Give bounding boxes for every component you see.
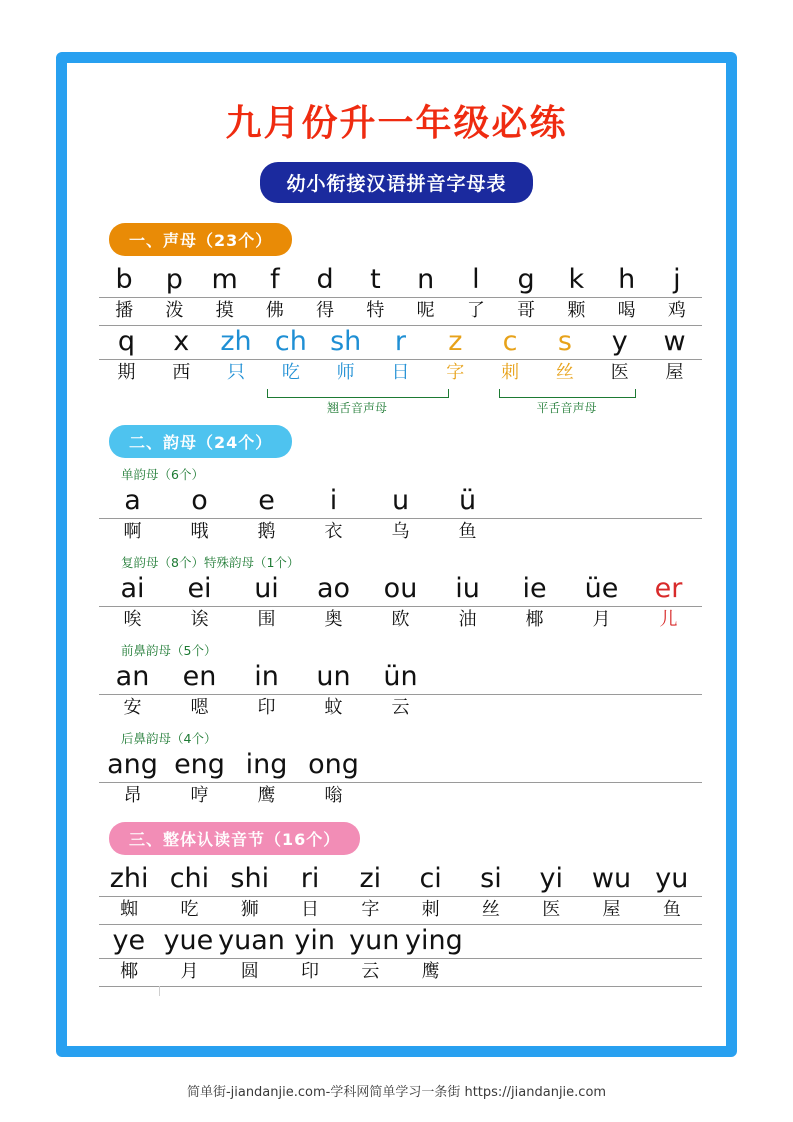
yunmu-hou-block [91,729,702,810]
page-title: 九月份升一年级必练 [225,103,568,144]
pinyin-cell: y [611,325,628,357]
fu-hanzi-row [99,607,702,634]
hanzi-cell: 狮 [240,898,259,920]
yunmu-qian-block [91,641,702,722]
pinyin-cell: ao [316,572,351,604]
hanzi-cell: 月 [180,960,199,982]
pinyin-cell: an [115,660,150,692]
hanzi-cell: 围 [257,609,276,631]
pinyin-cell: f [270,264,280,295]
pinyin-cell: üe [584,572,619,604]
hanzi-cell: 日 [301,898,320,920]
section-heading-zhengti [109,822,702,855]
pinyin-cell: ci [419,862,442,894]
yunmu-fu-block [91,553,702,634]
pinyin-cell: yin [294,924,335,956]
shengmu-row2-pinyin [99,326,702,360]
pinyin-cell: k [568,264,585,295]
hanzi-cell: 蚊 [324,697,343,719]
hanzi-cell: 鸡 [667,300,686,322]
hanzi-cell: 椰 [120,960,139,982]
pinyin-cell: b [115,264,133,295]
pinyin-cell: q [117,325,135,357]
hanzi-cell: 唉 [123,609,142,631]
hanzi-cell: 得 [316,300,335,322]
hanzi-cell: 颗 [567,300,586,322]
hanzi-cell: 衣 [324,521,343,543]
pinyin-cell: si [480,862,502,894]
pinyin-cell: d [316,264,334,295]
hanzi-cell: 字 [446,362,465,384]
pinyin-cell: u [391,484,410,516]
dan-pinyin-row [99,485,702,519]
hou-pinyin-row [99,749,702,783]
pinyin-cell: x [173,325,190,357]
shengmu-row1-hanzi [99,298,702,326]
footer-watermark: 简单街-jiandanjie.com-学科网简单学习一条街 https://jiandanjie.com [186,1085,607,1100]
pinyin-cell: ie [522,572,547,604]
hanzi-cell: 哦 [190,521,209,543]
pinyin-cell: in [254,660,279,692]
zhengti-row2-pinyin [99,925,702,959]
pinyin-cell: zi [359,862,382,894]
pinyin-cell: l [472,264,480,295]
hanzi-cell: 鹅 [257,521,276,543]
hanzi-cell: 医 [542,898,561,920]
dan-hanzi-row [99,519,702,546]
qian-pinyin-row [99,661,702,695]
page-subtitle: 幼小衔接汉语拼音字母表 [260,162,532,203]
pinyin-cell: ch [274,325,307,357]
hanzi-cell: 喝 [617,300,636,322]
hanzi-cell: 油 [458,609,477,631]
zhengti-row2-hanzi [99,959,702,987]
page-inner [67,63,726,1046]
pinyin-cell: e [258,484,275,516]
pinyin-cell: n [417,264,435,295]
pinyin-cell: p [165,264,183,295]
hanzi-cell: 乌 [391,521,410,543]
bracket-label-retroflex: 翘舌音声母 [326,400,387,415]
page-frame [56,52,737,1057]
hanzi-cell: 刺 [501,362,520,384]
hanzi-cell: 奥 [324,609,343,631]
hanzi-cell: 播 [115,300,134,322]
hanzi-cell: 哼 [190,785,209,807]
shengmu-brackets [99,389,702,419]
pinyin-cell: zh [220,325,252,357]
pinyin-cell: ye [112,924,146,956]
label-hou-yunmu: 后鼻韵母（4个） [121,730,217,746]
pinyin-cell: yi [539,862,563,894]
hanzi-cell: 啊 [123,521,142,543]
pinyin-cell: t [370,264,381,295]
pinyin-cell: ong [308,748,359,780]
pinyin-cell: ang [107,748,158,780]
hanzi-cell: 鱼 [458,521,477,543]
pinyin-cell: r [394,325,407,357]
hanzi-cell: 儿 [659,609,678,631]
hanzi-cell: 蜘 [120,898,139,920]
hanzi-cell: 诶 [190,609,209,631]
pinyin-cell: yu [655,862,689,894]
hanzi-cell: 云 [391,697,410,719]
pinyin-cell: eng [174,748,225,780]
pinyin-cell: a [124,484,141,516]
hanzi-cell: 字 [361,898,380,920]
bracket-retroflex [267,389,449,398]
pinyin-cell: ou [383,572,418,604]
hanzi-cell: 圆 [240,960,259,982]
pinyin-cell: chi [169,862,210,894]
pinyin-cell: z [448,325,463,357]
hanzi-cell: 了 [466,300,485,322]
pinyin-cell: ü [458,484,477,516]
hanzi-cell: 特 [366,300,385,322]
section-pill-yunmu: 二、韵母（24个） [109,425,292,458]
hanzi-cell: 鹰 [257,785,276,807]
hanzi-cell: 期 [117,362,136,384]
pinyin-cell: shi [230,862,270,894]
pinyin-cell: ai [120,572,145,604]
hanzi-cell: 欧 [391,609,410,631]
label-dan-yunmu: 单韵母（6个） [121,466,204,482]
subtitle-row [91,162,702,203]
section-pill-zhengti: 三、整体认读音节（16个） [109,822,360,855]
corner-notch [159,986,170,996]
label-fu-yunmu: 复韵母（8个）特殊韵母（1个） [121,554,300,570]
pinyin-cell: ün [383,660,418,692]
shengmu-table [91,264,702,419]
pinyin-cell: yun [349,924,400,956]
pinyin-cell: w [663,325,686,357]
bracket-alveolar [499,389,636,398]
hanzi-cell: 刺 [421,898,440,920]
hanzi-cell: 屋 [665,362,684,384]
hanzi-cell: 师 [336,362,355,384]
pinyin-cell: wu [591,862,632,894]
pinyin-cell: er [654,572,683,604]
hanzi-cell: 椰 [525,609,544,631]
hanzi-cell: 丝 [481,898,500,920]
hanzi-cell: 西 [172,362,191,384]
pinyin-cell: yue [163,924,214,956]
pinyin-cell: o [191,484,208,516]
hanzi-cell: 嗡 [324,785,343,807]
hanzi-cell: 嗯 [190,697,209,719]
hanzi-cell: 只 [227,362,246,384]
hanzi-cell: 哥 [517,300,536,322]
hanzi-cell: 月 [592,609,611,631]
hanzi-cell: 佛 [265,300,284,322]
pinyin-cell: ri [300,862,320,894]
pinyin-cell: s [557,325,572,357]
zhengti-row1-hanzi [99,897,702,925]
bracket-label-alveolar: 平舌音声母 [536,400,597,415]
pinyin-cell: yuan [218,924,285,956]
pinyin-cell: g [517,264,535,295]
section-heading-shengmu [109,223,702,256]
pinyin-cell: c [502,325,518,357]
hanzi-cell: 吃 [281,362,300,384]
pinyin-cell: h [618,264,636,295]
pinyin-cell: zhi [109,862,149,894]
zhengti-row1-pinyin [99,863,702,897]
shengmu-row2-hanzi [99,360,702,387]
hanzi-cell: 呢 [416,300,435,322]
hanzi-cell: 印 [301,960,320,982]
pinyin-cell: un [316,660,351,692]
hou-hanzi-row [99,783,702,810]
hanzi-cell: 云 [361,960,380,982]
zhengti-table [91,863,702,987]
section-heading-yunmu [109,425,702,458]
label-qian-yunmu: 前鼻韵母（5个） [121,642,217,658]
pinyin-cell: ying [404,924,463,956]
pinyin-cell: ing [245,748,288,780]
pinyin-cell: i [329,484,338,516]
hanzi-cell: 丝 [555,362,574,384]
qian-hanzi-row [99,695,702,722]
hanzi-cell: 泼 [165,300,184,322]
pinyin-cell: ui [254,572,279,604]
pinyin-cell: en [182,660,217,692]
hanzi-cell: 屋 [602,898,621,920]
pinyin-cell: iu [455,572,480,604]
hanzi-cell: 昂 [123,785,142,807]
shengmu-row1-pinyin [99,264,702,298]
hanzi-cell: 日 [391,362,410,384]
fu-pinyin-row [99,573,702,607]
pinyin-cell: j [673,264,681,295]
pinyin-cell: m [211,264,238,295]
hanzi-cell: 摸 [215,300,234,322]
hanzi-cell: 印 [257,697,276,719]
hanzi-cell: 鹰 [421,960,440,982]
hanzi-cell: 医 [610,362,629,384]
hanzi-cell: 安 [123,697,142,719]
pinyin-cell: ei [187,572,212,604]
pinyin-cell: sh [330,325,362,357]
hanzi-cell: 鱼 [662,898,681,920]
section-pill-shengmu: 一、声母（23个） [109,223,292,256]
yunmu-dan-block [91,465,702,546]
hanzi-cell: 吃 [180,898,199,920]
